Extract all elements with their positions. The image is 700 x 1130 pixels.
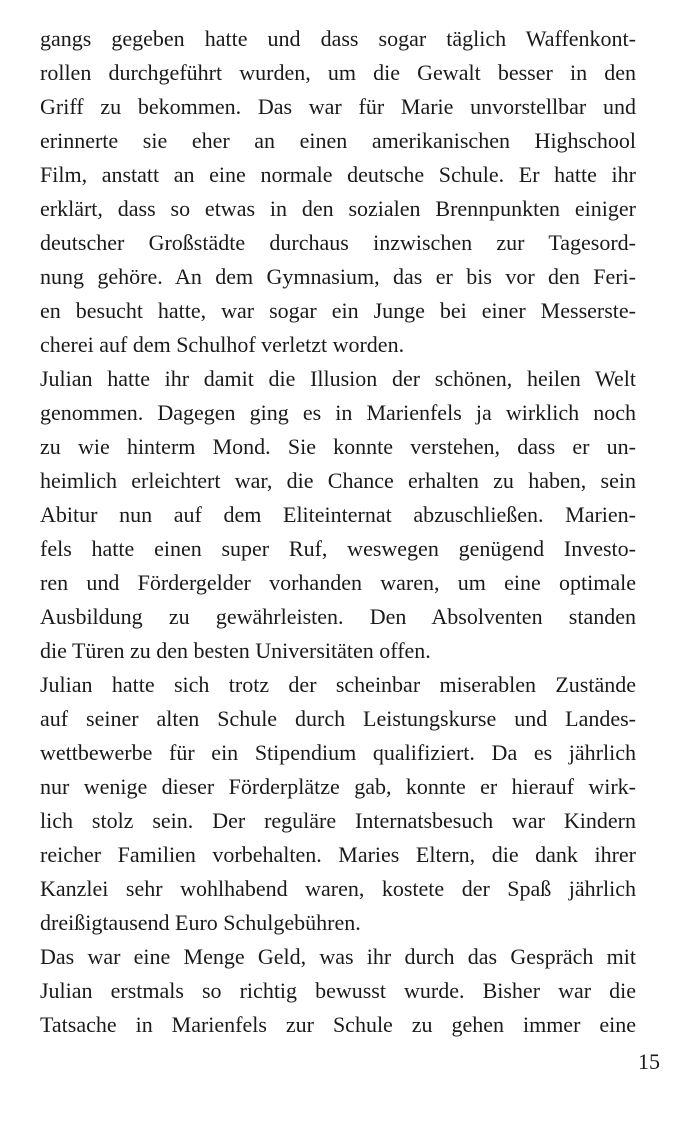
text-line: lich stolz sein. Der reguläre Internatsbesuch war Kindern (40, 808, 636, 833)
text-line: wettbewerbe für ein Stipendium qualifiziert. Da es jährlich (40, 740, 636, 765)
page-number: 15 (638, 1049, 660, 1074)
text-line: auf seiner alten Schule durch Leistungskurse und Landes- (40, 706, 636, 731)
text-line: Film, anstatt an eine normale deutsche Schule. Er hatte ihr (40, 162, 636, 187)
text-line: deutscher Großstädte durchaus inzwischen zur Tagesord- (40, 230, 636, 255)
text-line: reicher Familien vorbehalten. Maries Eltern, die dank ihrer (40, 842, 636, 867)
text-line: dreißigtausend Euro Schulgebühren. (40, 910, 361, 935)
text-line: fels hatte einen super Ruf, weswegen genügend Investo- (40, 536, 636, 561)
book-page-text (40, 22, 636, 1042)
text-line: genommen. Dagegen ging es in Marienfels ja wirklich noch (40, 400, 636, 425)
text-line: gangs gegeben hatte und dass sogar täglich Waffenkont- (40, 26, 636, 51)
text-line: Ausbildung zu gewährleisten. Den Absolventen standen (40, 604, 636, 629)
text-line: Abitur nun auf dem Eliteinternat abzuschließen. Marien- (40, 502, 636, 527)
text-line: Julian hatte ihr damit die Illusion der schönen, heilen Welt (40, 366, 636, 391)
text-line: en besucht hatte, war sogar ein Junge bei einer Messerste- (40, 298, 636, 323)
text-line: rollen durchgeführt wurden, um die Gewalt besser in den (40, 60, 636, 85)
text-line: nung gehöre. An dem Gymnasium, das er bis vor den Feri- (40, 264, 636, 289)
text-line: die Türen zu den besten Universitäten offen. (40, 638, 431, 663)
text-line: Griff zu bekommen. Das war für Marie unvorstellbar und (40, 94, 636, 119)
text-line: zu wie hinterm Mond. Sie konnte verstehen, dass er un- (40, 434, 636, 459)
text-line: cherei auf dem Schulhof verletzt worden. (40, 332, 405, 357)
text-line: Das war eine Menge Geld, was ihr durch das Gespräch mit (40, 944, 636, 969)
text-line: erinnerte sie eher an einen amerikanischen Highschool (40, 128, 636, 153)
text-line: nur wenige dieser Förderplätze gab, konnte er hierauf wirk- (40, 774, 636, 799)
text-line: ren und Fördergelder vorhanden waren, um eine optimale (40, 570, 636, 595)
text-line: erklärt, dass so etwas in den sozialen Brennpunkten einiger (40, 196, 636, 221)
text-line: Julian erstmals so richtig bewusst wurde. Bisher war die (40, 978, 636, 1003)
text-line: Kanzlei sehr wohlhabend waren, kostete der Spaß jährlich (40, 876, 636, 901)
text-line: heimlich erleichtert war, die Chance erhalten zu haben, sein (40, 468, 636, 493)
text-line: Julian hatte sich trotz der scheinbar miserablen Zustände (40, 672, 636, 697)
text-line: Tatsache in Marienfels zur Schule zu gehen immer eine (40, 1012, 636, 1037)
